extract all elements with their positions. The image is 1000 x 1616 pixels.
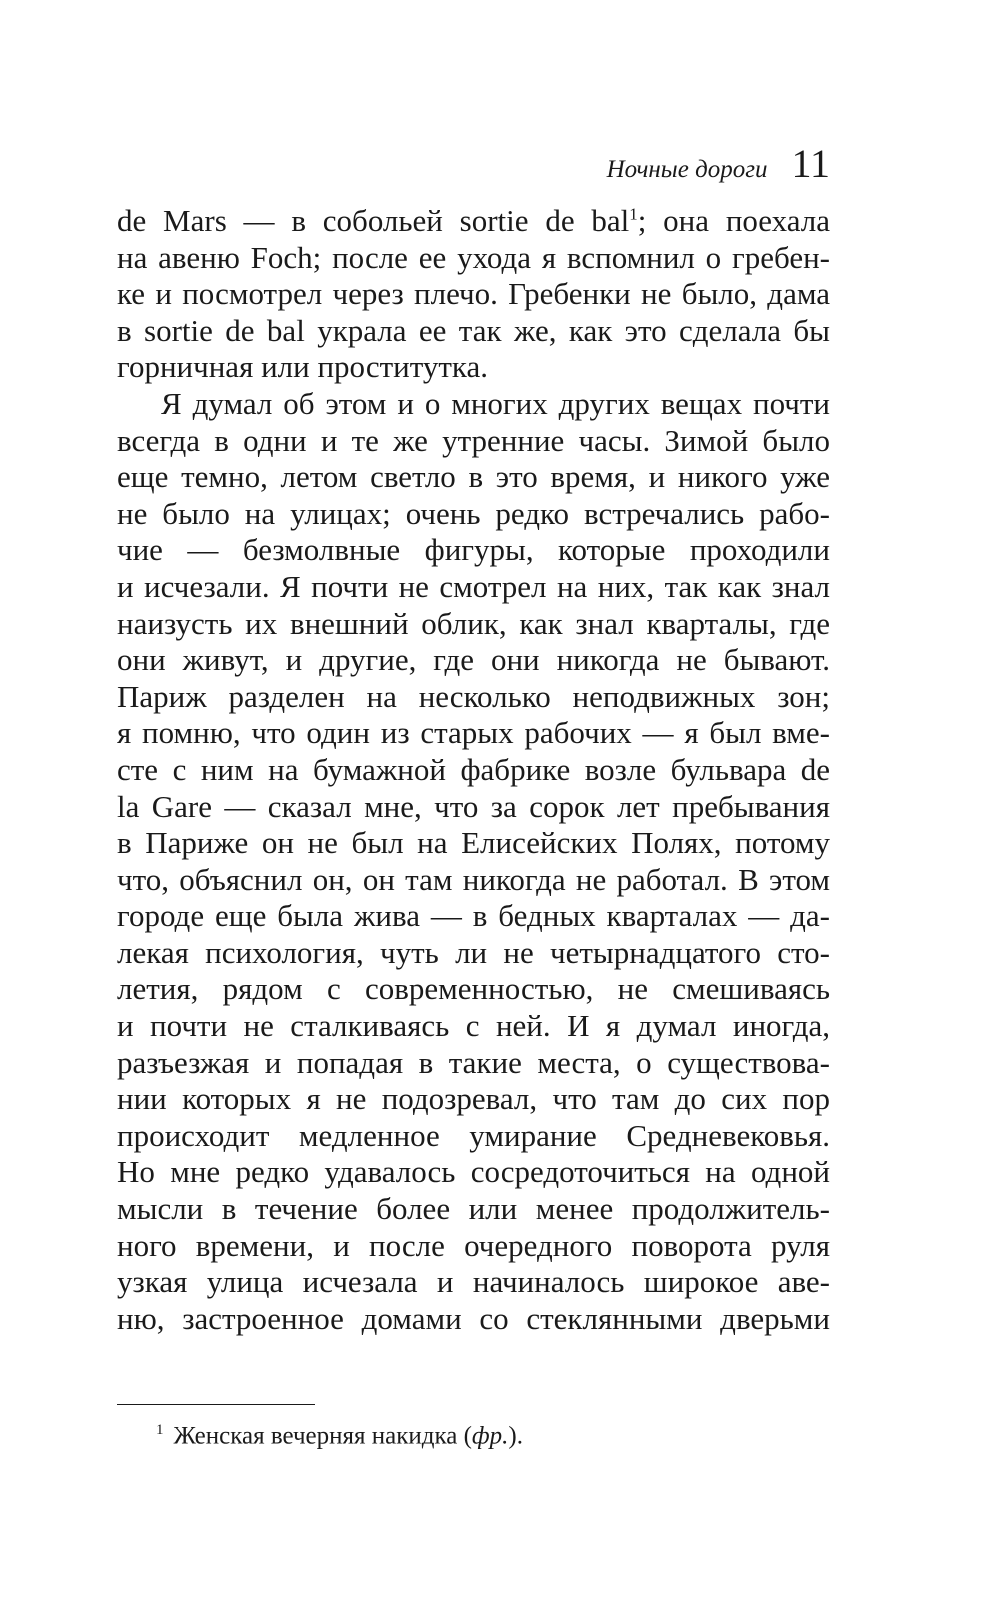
text-line: на авеню Foch; после ее ухода я вспомнил о гребен- (117, 239, 830, 275)
footnote-language: фр. (471, 1422, 509, 1450)
footnote-separator (117, 1404, 315, 1405)
running-title: Ночные дороги (606, 156, 768, 183)
text-line: происходит медленное умирание Средневековья. (117, 1117, 830, 1153)
running-header (607, 140, 830, 184)
text-line: ного времени, и после очередного поворота руля (117, 1227, 830, 1263)
text-line: мысли в течение более или менее продолжитель- (117, 1191, 830, 1227)
text-line: они живут, и другие, где они никогда не бывают. (117, 642, 830, 678)
footnote-reference: 1 (629, 204, 638, 224)
footnote-text-end: ). (508, 1422, 523, 1450)
text-line: и почти не сталкиваясь с ней. И я думал иногда, (117, 1008, 830, 1044)
page-number: 11 (791, 141, 830, 186)
text-line: всегда в одни и те же утренние часы. Зимой было (117, 422, 830, 458)
text-line: я помню, что один из старых рабочих — я был вме- (117, 715, 830, 751)
text-line: что, объяснил он, он там никогда не работал. В этом (117, 861, 830, 897)
text-line: ке и посмотрел через плечо. Гребенки не было, дама (117, 276, 830, 312)
text-line: наизусть их внешний облик, как знал кварталы, где (117, 605, 830, 641)
text-line: ню, застроенное домами со стеклянными дверьми (117, 1300, 830, 1336)
text-line: еще темно, летом светло в это время, и никого уже (117, 459, 830, 495)
footnote (156, 1422, 523, 1450)
footnote-text: Женская вечерняя накидка ( (173, 1422, 472, 1450)
text-line: и исчезали. Я почти не смотрел на них, так как знал (117, 568, 830, 604)
text-line: летия, рядом с современностью, не смешиваясь (117, 971, 830, 1007)
text-segment: ; она поехала (637, 203, 830, 238)
text-line: разъезжая и попадая в такие места, о существова- (117, 1044, 830, 1080)
text-line: в sortie de bal украла ее так же, как это сделала бы (117, 312, 830, 348)
text-line: лекая психология, чуть ли не четырнадцатого сто- (117, 934, 830, 970)
text-line: чие — безмолвные фигуры, которые проходили (117, 532, 830, 568)
text-line: Но мне редко удавалось сосредоточиться на одной (117, 1154, 830, 1190)
text-line: la Gare — сказал мне, что за сорок лет пребывания (117, 788, 830, 824)
text-line: в Париже он не был на Елисейских Полях, потому (117, 825, 830, 861)
text-line: Я думал об этом и о многих других вещах почти (161, 385, 830, 421)
text-line: Париж разделен на несколько неподвижных зон; (117, 678, 830, 714)
text-line: городе еще была жива — в бедных кварталах — да- (117, 898, 830, 934)
text-line: сте с ним на бумажной фабрике возле бульвара de (117, 751, 830, 787)
text-line: узкая улица исчезала и начиналось широкое аве- (117, 1264, 830, 1300)
body-text (117, 203, 830, 1337)
text-line: не было на улицах; очень редко встречались рабо- (117, 495, 830, 531)
text-line (117, 203, 830, 240)
text-line: нии которых я не подозревал, что там до сих пор (117, 1081, 830, 1117)
text-line: горничная или проститутка. (117, 349, 489, 385)
text-segment: de Mars — в собольей sortie de bal (117, 203, 630, 238)
footnote-marker: 1 (156, 1422, 164, 1438)
